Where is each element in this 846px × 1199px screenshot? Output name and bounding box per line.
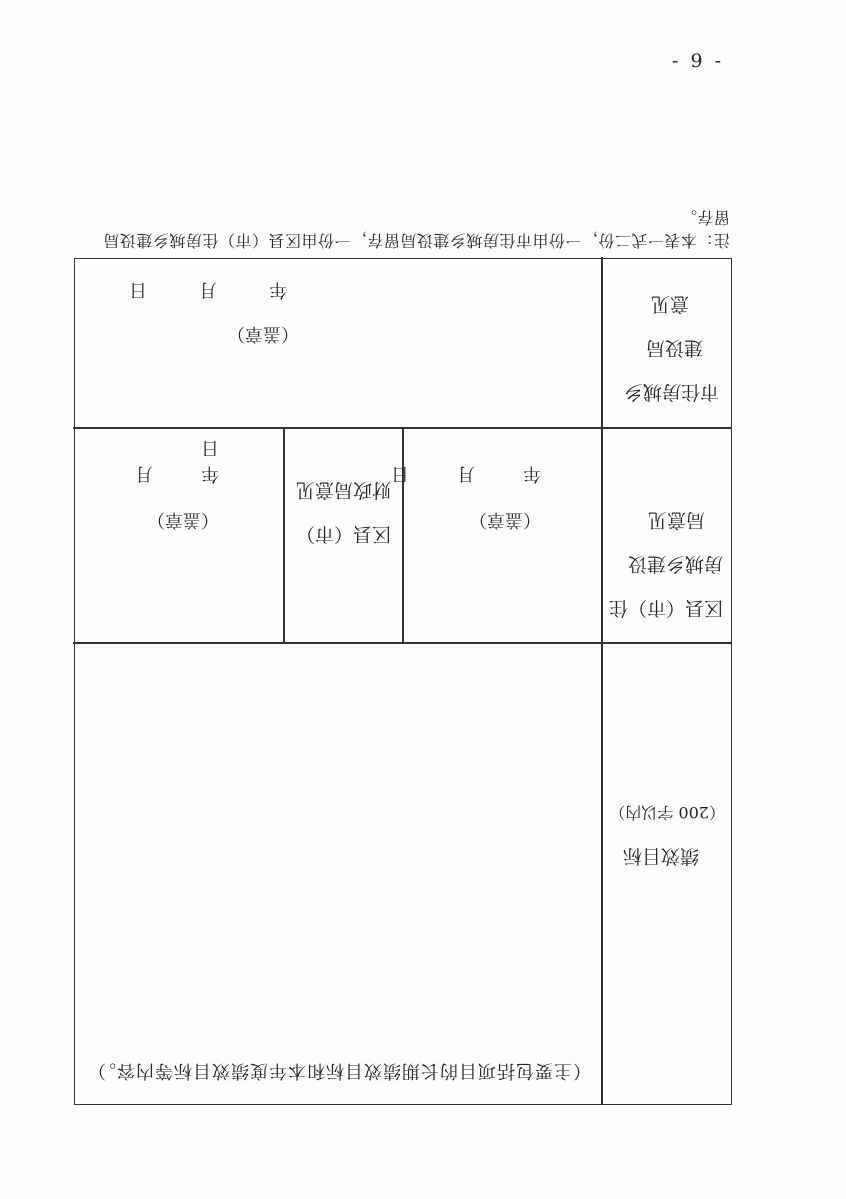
city-housing-label: 市住房城乡 建设局 意见 — [623, 293, 719, 403]
label-column-divider — [602, 257, 604, 1104]
county-housing-seal: （盖章） — [469, 509, 541, 530]
city-housing-seal: （盖章） — [227, 323, 299, 344]
county-finance-label: 区县（市） 财政局意见 — [295, 479, 391, 545]
page-number: - 9 - — [672, 50, 725, 72]
goal-content-instruction: （主要包括项目的长期绩效目标和本年度绩效目标等内容。） — [87, 1060, 591, 1081]
county-housing-date: 年月日 — [391, 463, 541, 484]
cell-divider — [284, 429, 286, 644]
application-form-table — [74, 258, 732, 1105]
county-housing-label: 区县（市）住 房城乡建设 局意见 — [608, 509, 723, 619]
county-finance-date: 年月日 — [135, 437, 219, 484]
form-note: 注：本表一式二份，一份由市住房城乡建设局留存，一份由区县（市）住房城乡建设局 留存。 — [102, 208, 730, 250]
county-finance-seal: （盖章） — [147, 509, 219, 530]
goal-label: 绩效目标 （200 字以内） — [609, 803, 725, 867]
city-housing-date: 年月日 — [129, 279, 287, 300]
rotated-form — [60, 190, 732, 1105]
